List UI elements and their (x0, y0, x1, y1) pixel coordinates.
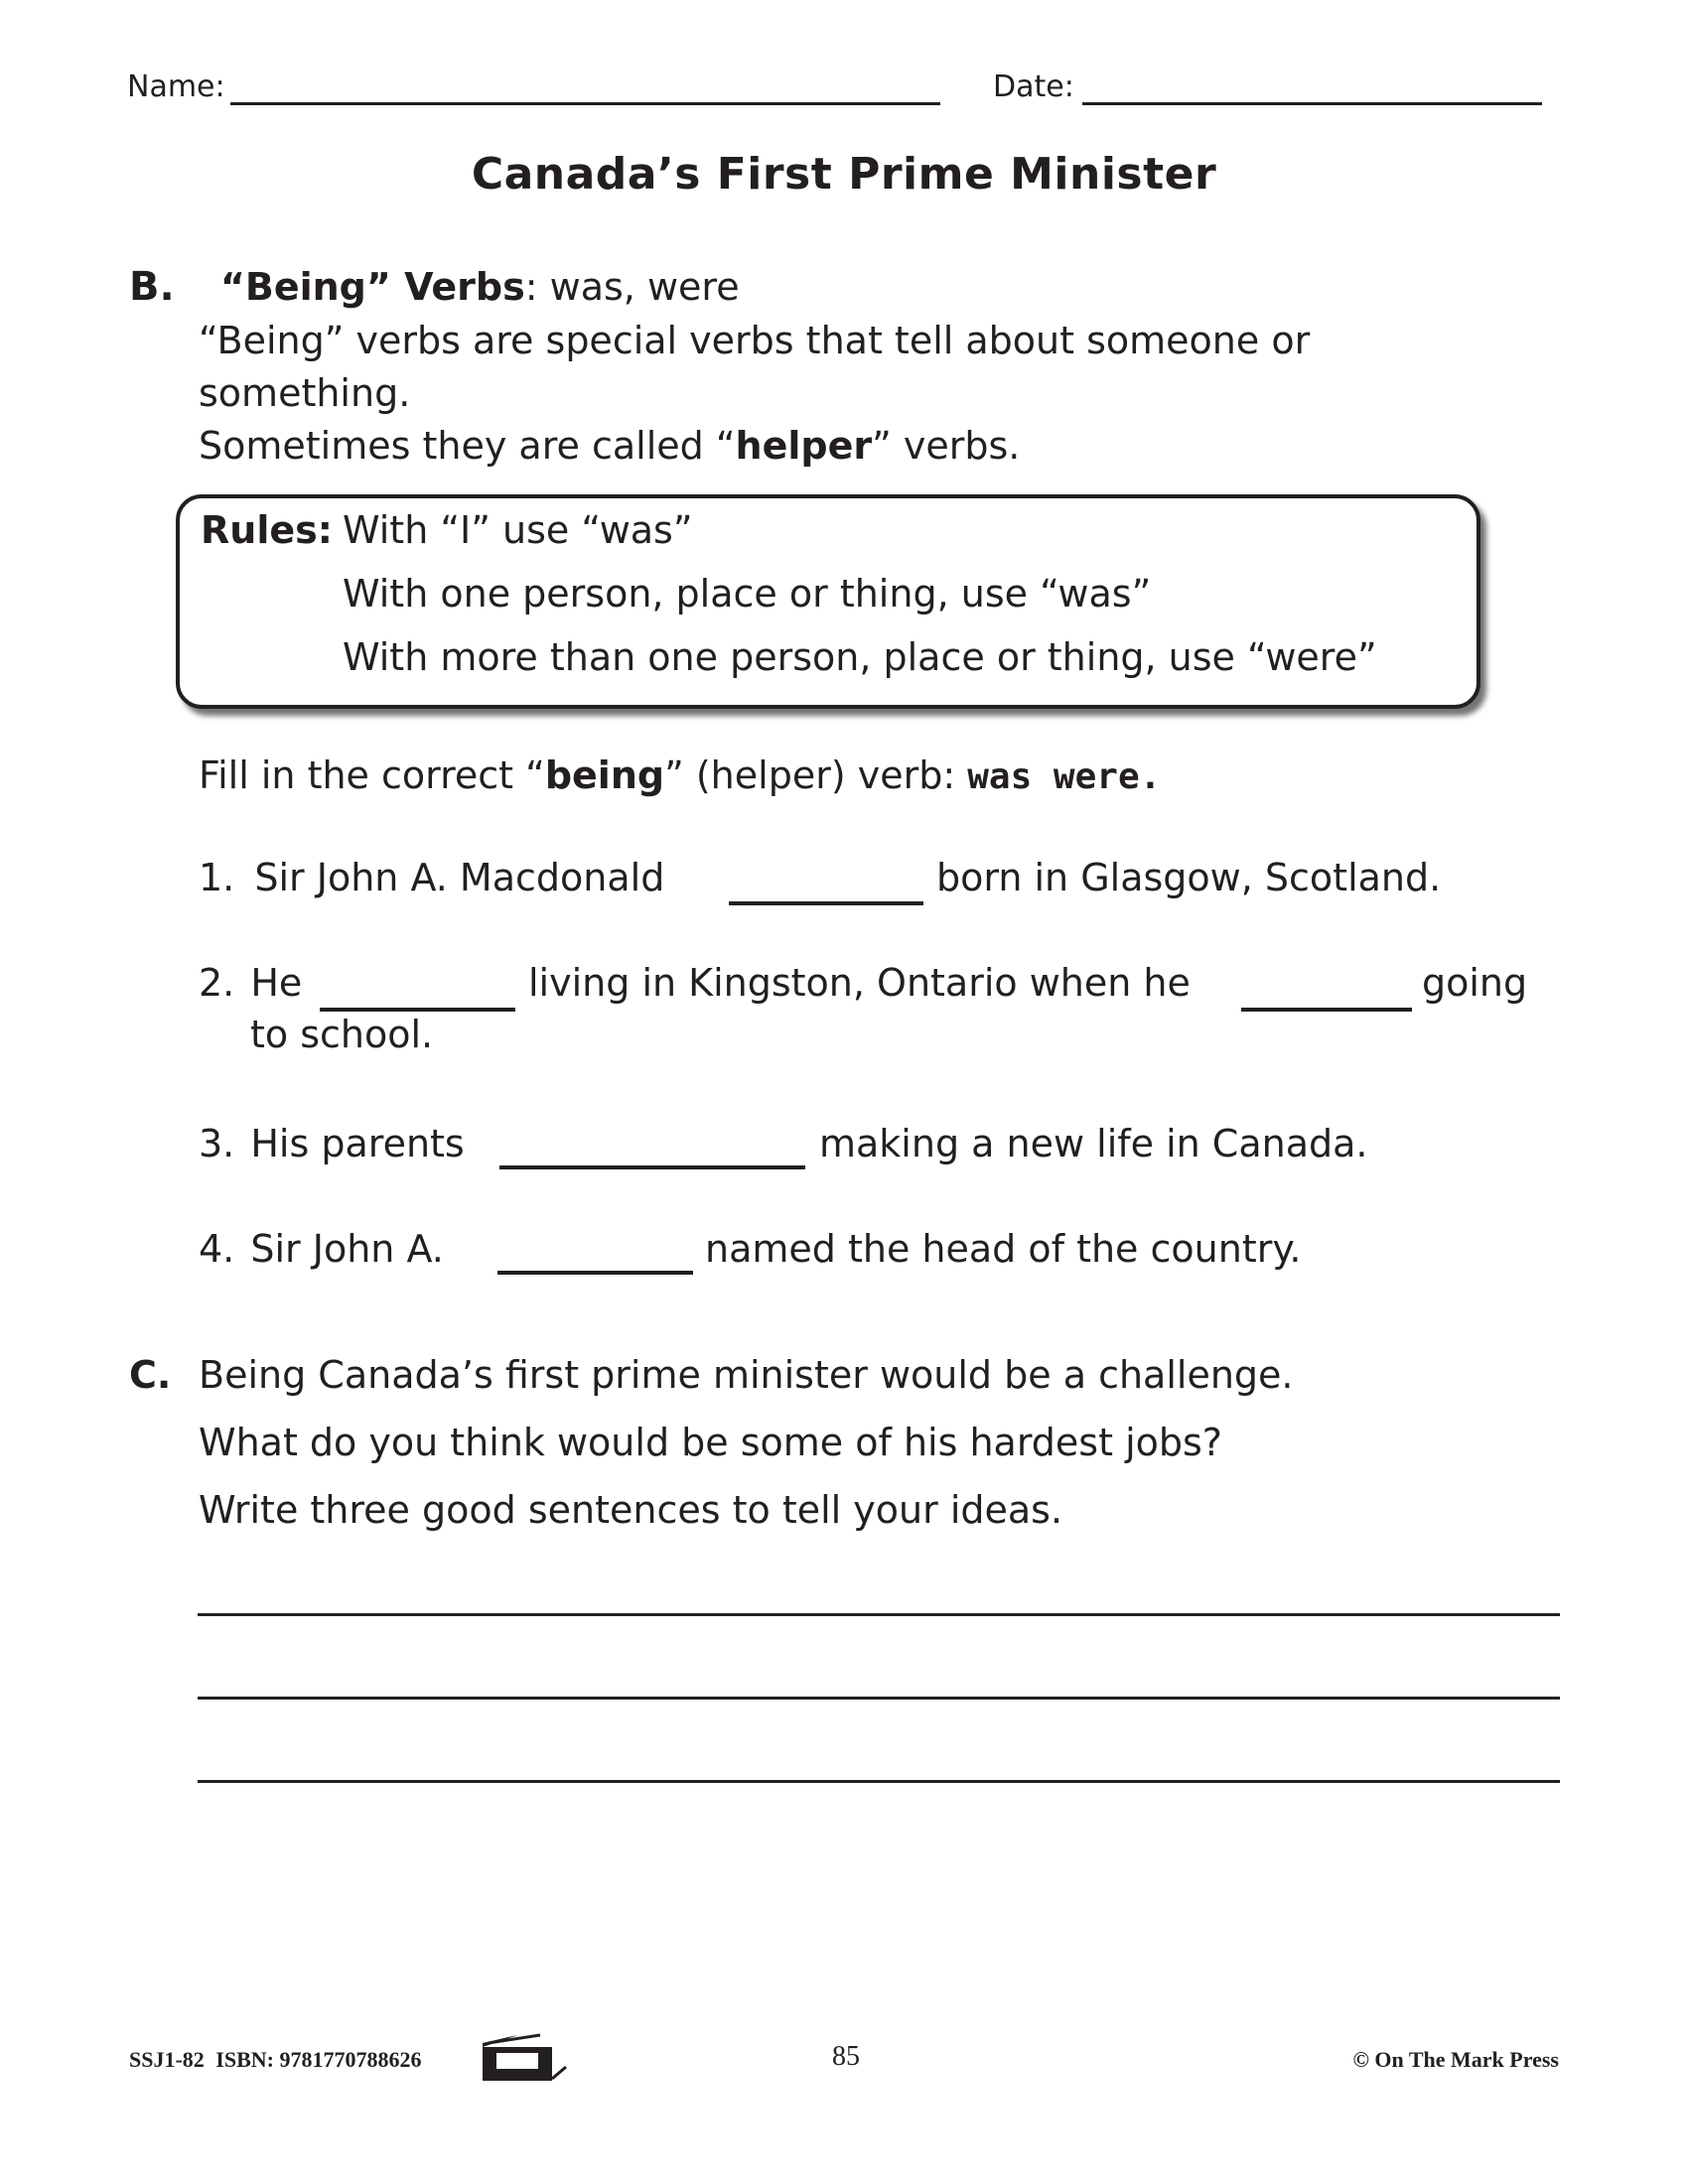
heading-verbs: was, were (537, 265, 740, 309)
being-verbs-heading: “Being” Verbs (219, 265, 525, 309)
question-2-continuation: to school. (250, 1013, 434, 1056)
fill-in-instruction: Fill in the correct “being” (helper) verb: was were. (199, 753, 1162, 797)
answer-line-1[interactable] (198, 1613, 1560, 1616)
name-input-line[interactable] (230, 102, 940, 105)
page-title: Canada’s First Prime Minister (471, 149, 1217, 200)
question-number: 1. (199, 856, 235, 899)
question-2-end: going (1422, 961, 1528, 1005)
question-2: 2. He (199, 961, 303, 1005)
section-c-letter: C. (129, 1353, 172, 1397)
question-3-rest: making a new life in Canada. (819, 1122, 1368, 1165)
section-b-intro-line-2: something. (199, 371, 411, 415)
answer-blank-2b[interactable] (1241, 1008, 1412, 1012)
rule-item-2: With one person, place or thing, use “was” (343, 572, 1152, 615)
name-label: Name: (127, 69, 225, 104)
date-input-line[interactable] (1082, 102, 1542, 105)
verb-choices: was were. (967, 756, 1162, 797)
heading-colon: : (524, 265, 538, 309)
date-label: Date: (993, 69, 1074, 104)
isbn: ISBN: 9781770788626 (215, 2047, 422, 2072)
page-number: 85 (832, 2041, 860, 2072)
answer-blank-1[interactable] (729, 901, 923, 905)
question-3: 3. His parents (199, 1122, 465, 1165)
section-c-line-3: Write three good sentences to tell your ideas. (199, 1488, 1063, 1532)
question-2-middle: living in Kingston, Ontario when he (528, 961, 1191, 1005)
answer-line-3[interactable] (198, 1780, 1560, 1783)
section-c-line-1: Being Canada’s first prime minister would be a challenge. (199, 1353, 1294, 1397)
answer-blank-2a[interactable] (320, 1008, 515, 1012)
question-1-rest: born in Glasgow, Scotland. (936, 856, 1442, 899)
section-letter-b: B. (129, 264, 175, 310)
section-b-heading (129, 260, 740, 314)
rule-item-1: With “I” use “was” (343, 508, 693, 552)
rule-item-3: With more than one person, place or thing, use “were” (343, 635, 1377, 679)
date-field (993, 69, 1074, 104)
section-b-intro-line-3: Sometimes they are called “helper” verbs. (199, 424, 1021, 468)
name-field (127, 69, 225, 104)
rules-label: Rules: (201, 508, 333, 552)
question-4-rest: named the head of the country. (705, 1227, 1302, 1271)
footer-left (129, 2047, 421, 2073)
question-number: 2. (199, 961, 235, 1005)
answer-blank-3[interactable] (499, 1165, 805, 1169)
being-term: being (544, 753, 665, 797)
copyright: © On The Mark Press (1352, 2047, 1559, 2072)
rules-box (176, 494, 1480, 709)
answer-line-2[interactable] (198, 1697, 1560, 1700)
question-number: 3. (199, 1122, 235, 1165)
helper-term: helper (735, 424, 873, 468)
answer-blank-4[interactable] (497, 1271, 693, 1275)
question-number: 4. (199, 1227, 235, 1271)
photocopier-icon (479, 2033, 568, 2083)
question-4: 4. Sir John A. (199, 1227, 444, 1271)
product-code: SSJ1-82 (129, 2047, 205, 2072)
section-b-intro-line-1: “Being” verbs are special verbs that tell about someone or (199, 319, 1311, 362)
question-1: 1. Sir John A. Macdonald (199, 856, 665, 899)
section-c-line-2: What do you think would be some of his hardest jobs? (199, 1421, 1222, 1464)
